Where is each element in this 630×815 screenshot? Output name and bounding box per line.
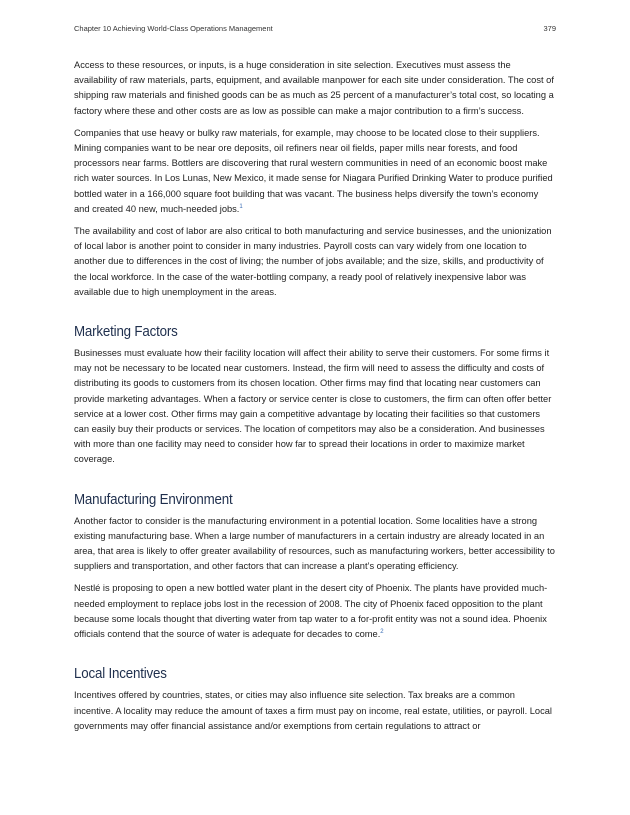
section-heading-marketing: Marketing Factors: [74, 324, 178, 341]
chapter-title: Chapter 10 Achieving World-Class Operations Management: [74, 24, 273, 33]
paragraph: Nestlé is proposing to open a new bottled water plant in the desert city of Phoenix. The plants have provided much-needed employment to replace jobs lost in the recession of 2008. The city of Phoenix faced opposition to the plant because some locals thought that diverting water from tap water to a for-profit entity was not a sound idea. Phoenix officials contend that the source of water is adequate for decades to come.$^2$: [74, 583, 548, 640]
paragraph: Another factor to consider is the manufacturing environment in a potential location. Some localities have a strong existing manufacturing base. When a large number of manufacturers in a certain industry are already located in an area, that area is likely to offer greater availability of resources, such as manufacturing workers, better accessibility to suppliers and transportation, and other factors that can increase a plant’s operating efficiency.: [74, 515, 555, 572]
paragraph: Businesses must evaluate how their facility location will affect their ability to serve their customers. For some firms it may not be necessary to be located near customers. Instead, the firm will need to assess the difficulty and costs of distributing its goods to customers from its chosen location. Other firms may find that locating near customers can provide marketing advantages. When a factory or service center is close to customers, the firm can often offer better service at a lower cost. Other firms may gain a competitive advantage by locating their facilities so that customers can easily buy their products or services. The location of competitors may also be a consideration. And businesses with more than one facility may need to consider how far to spread their locations in order to maximize market coverage.: [74, 348, 552, 465]
page-body: [74, 58, 556, 741]
page-number: 379: [543, 24, 556, 33]
running-header: [74, 24, 556, 33]
section-heading-incentives: Local Incentives: [74, 666, 167, 683]
paragraph: Access to these resources, or inputs, is a huge consideration in site selection. Executives must assess the availability of raw materials, parts, equipment, and available manpower for each site under consideration. The cost of shipping raw materials and finished goods can be as much as 25 percent of a manufacturer’s total cost, so locating a factory where these and other costs are as low as possible can make a major contribution to a firm’s success.: [74, 60, 554, 116]
footnote-ref[interactable]: 2: [380, 629, 384, 635]
footnote-ref[interactable]: 1: [239, 203, 243, 210]
paragraph: Incentives offered by countries, states, or cities may also influence site selection. Tax breaks are a common incentive. A locality may reduce the amount of taxes a firm must pay on income, real estate, utilities, or payroll. Local governments may offer financial assistance and/or exemptions from certain regulations to attract or: [74, 690, 552, 731]
paragraph: Companies that use heavy or bulky raw materials, for example, may choose to be located close to their suppliers. Mining companies want to be near ore deposits, oil refiners near oil fields, paper mills near forests, and food processors near farms. Bottlers are discovering that rural western communities in need of an economic boost make rich water sources. In Los Lunas, New Mexico, it made sense for Niagara Purified Drinking Water to produce purified bottled water in a 166,000 square foot building that was vacant. The business helps diversify the town’s economy and created 40 new, much-needed jobs.$^1$: [74, 127, 553, 214]
paragraph: The availability and cost of labor are also critical to both manufacturing and service businesses, and the unionization of local labor is another point to consider in many industries. Payroll costs can vary widely from one location to another due to differences in the cost of living; the number of jobs available; and the size, skills, and productivity of the local workforce. In the case of the water-bottling company, a ready pool of relatively inexpensive labor was available due to high unemployment in the areas.: [74, 226, 552, 297]
section-heading-manufacturing: Manufacturing Environment: [74, 491, 233, 508]
